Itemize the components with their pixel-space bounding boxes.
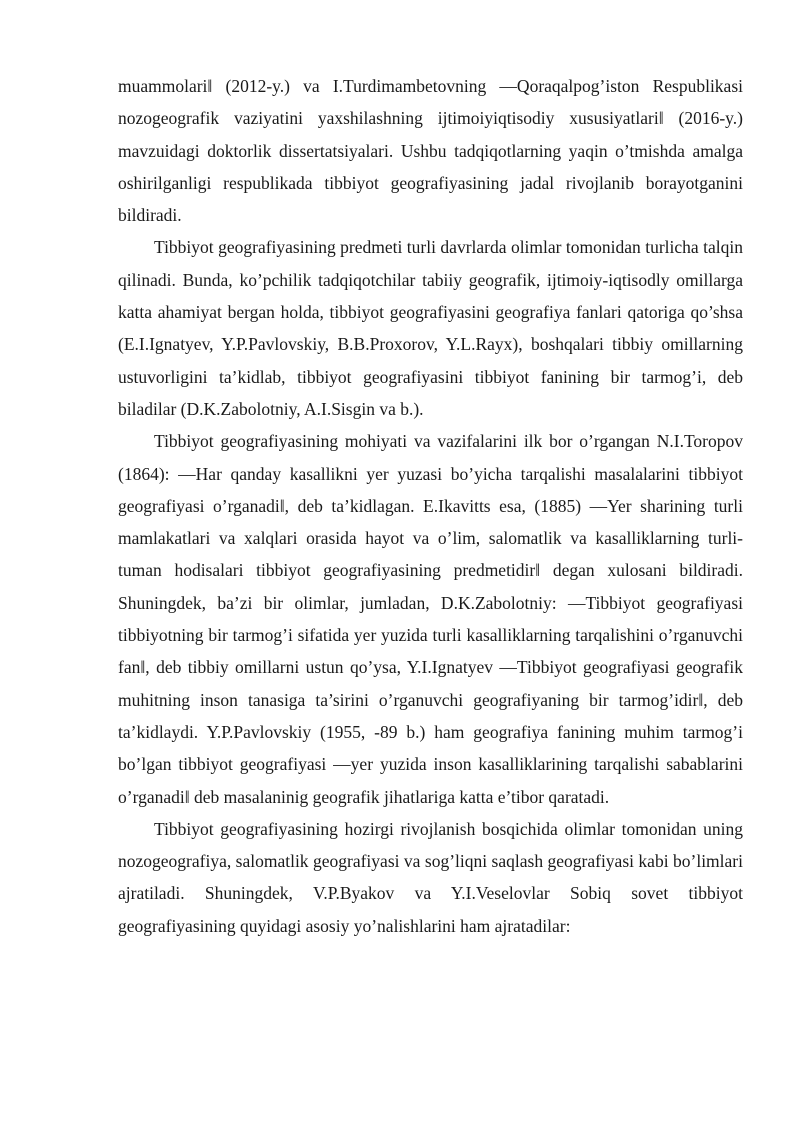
paragraph-3: Tibbiyot geografiyasining mohiyati va vazifalarini ilk bor o’rgangan N.I.Toropov (1864): ―Har qanday kasallikni yer yuzasi bo’yicha tarqalishi masalalarini tibbiyot geografiyasi o’rganadi‖, deb ta’kidlagan. E.Ikavitts esa, (1885) ―Yer sharining turli mamlakatlari va xalqlari orasida hayot va o’lim, salomatlik va kasalliklarning turli-tuman hodisalari tibbiyot geografiyasining predmetidir‖ degan xulosani bildiradi. Shuningdek, ba’zi bir olimlar, jumladan, D.K.Zabolotniy: ―Tibbiyot geografiyasi tibbiyotning bir tarmog’i sifatida yer yuzida turli kasalliklarning tarqalishini o’rganuvchi fan‖, deb tibbiy omillarni ustun qo’ysa, Y.I.Ignatyev ―Tibbiyot geografiyasi geografik muhitning inson tanasiga ta’sirini o’rganuvchi geografiyaning bir tarmog’idir‖, deb ta’kidlaydi. Y.P.Pavlovskiy (1955, -89 b.) ham geografiya fanining muhim tarmog’i bo’lgan tibbiyot geografiyasi ―yer yuzida inson kasalliklarining tarqalishi sabablarini o’rganadi‖ deb masalaninig geografik jihatlariga katta e’tibor qaratadi. — [118, 431, 743, 807]
paragraph-1: muammolari‖ (2012-y.) va I.Turdimambetovning ―Qoraqalpog’iston Respublikasi nozogeografik vaziyatini yaxshilashning ijtimoiyiqtisodiy xususiyatlari‖ (2016-y.) mavzuidagi doktorlik dissertatsiyalari. Ushbu tadqiqotlarning yaqin o’tmishda amalga oshirilganligi respublikada tibbiyot geografiyasining jadal rivojlanib borayotganini bildiradi. — [118, 76, 743, 226]
paragraph-2: Tibbiyot geografiyasining predmeti turli davrlarda olimlar tomonidan turlicha talqin qilinadi. Bunda, ko’pchilik tadqiqotchilar tabiiy geografik, ijtimoiy-iqtisodly omillarga katta ahamiyat bergan holda, tibbiyot geografiyasini geografiya fanlari qatoriga qo’shsa (E.I.Ignatyev, Y.P.Pavlovskiy, B.B.Proxorov, Y.L.Rayx), boshqalari tibbiy omillarning ustuvorligini ta’kidlab, tibbiyot geografiyasini tibbiyot fanining bir tarmog’i, deb biladilar (D.K.Zabolotniy, A.I.Sisgin va b.). — [118, 237, 743, 419]
body-text — [118, 70, 743, 942]
paragraph-4: Tibbiyot geografiyasining hozirgi rivojlanish bosqichida olimlar tomonidan uning nozogeografiya, salomatlik geografiyasi va sog’liqni saqlash geografiyasi kabi bo’limlari ajratiladi. Shuningdek, V.P.Byakov va Y.I.Veselovlar Sobiq sovet tibbiyot geografiyasining quyidagi asosiy yo’nalishlarini ham ajratadilar: — [118, 818, 743, 936]
